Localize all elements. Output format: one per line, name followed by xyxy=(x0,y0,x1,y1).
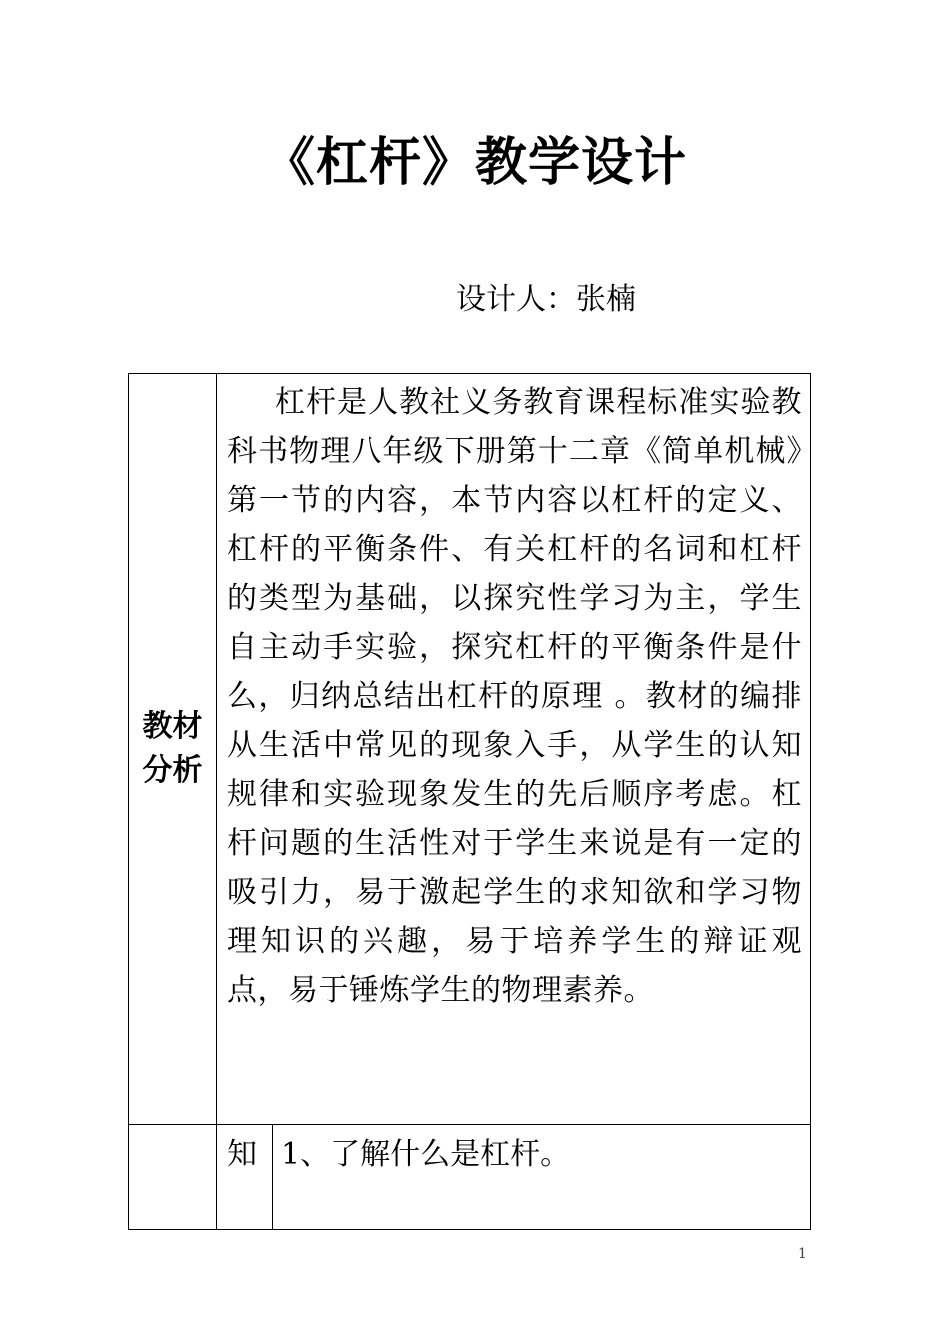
row-label-line: 教材 xyxy=(142,709,203,744)
table-row xyxy=(129,1125,811,1230)
row-label-teaching-goals xyxy=(129,1125,217,1230)
designer-line: 设计人：张楠 xyxy=(456,282,636,317)
lesson-plan-table xyxy=(128,373,811,1230)
table-row xyxy=(129,374,811,1125)
knowledge-goal-content: 1、了解什么是杠杆。 xyxy=(273,1125,811,1230)
sub-label-knowledge: 知 xyxy=(217,1125,273,1230)
page-number: 1 xyxy=(798,1246,807,1262)
textbook-analysis-content: 杠杆是人教社义务教育课程标准实验教科书物理八年级下册第十二章《简单机械》第一节的内容，本节内容以杠杆的定义、杠杆的平衡条件、有关杠杆的名词和杠杆的类型为基础，以探究性学习为主，学生自主动手实验，探究杠杆的平衡条件是什么，归纳总结出杠杆的原理 。教材的编排从生活中常见的现象入手，从学生的认知规律和实验现象发生的先后顺序考虑。杠杆问题的生活性对于学生来说是有一定的吸引力，易于激起学生的求知欲和学习物理知识的兴趣，易于培养学生的辩证观点，易于锤炼学生的物理素养。 xyxy=(217,374,811,1125)
row-label-textbook-analysis xyxy=(129,374,217,1125)
row-label-line: 分析 xyxy=(142,753,203,788)
document-title: 《杠杆》教学设计 xyxy=(262,133,687,193)
